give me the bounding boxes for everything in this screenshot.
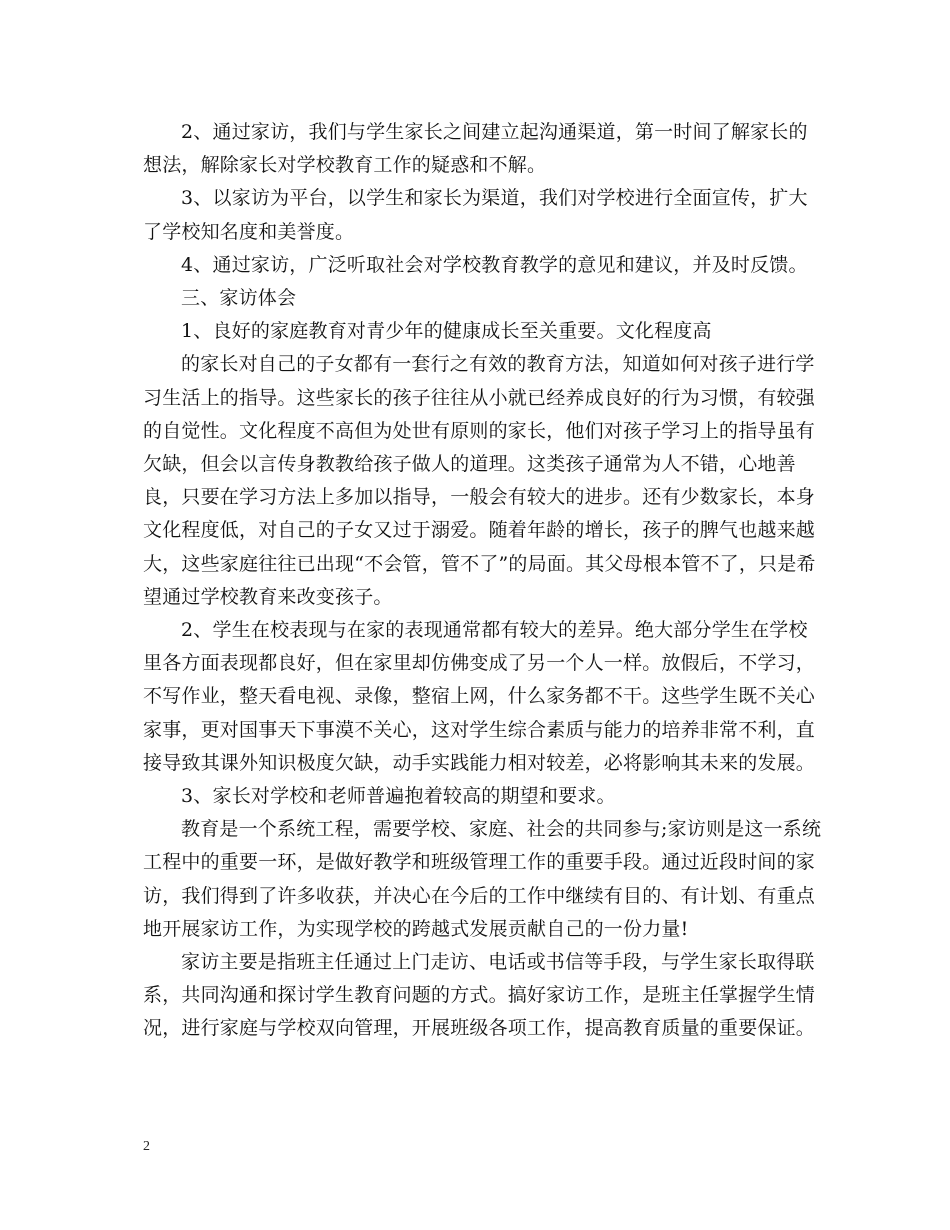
- paragraph-feedback: 4、通过家访，广泛听取社会对学校教育教学的意见和建议，并及时反馈。: [181, 253, 808, 276]
- paragraph-family-education-intro: 1、良好的家庭教育对青少年的健康成长至关重要。文化程度高: [181, 320, 712, 343]
- document-body: [143, 116, 823, 1046]
- paragraph-education-system-project: 教育是一个系统工程，需要学校、家庭、社会的共同参与;家访则是这一系统工程中的重要一环，是做好教学和班级管理工作的重要手段。通过近段时间的家访，我们得到了许多收获，并决心在今后的工作中继续有目的、有计划、有重点地开展家访工作，为实现学校的跨越式发展贡献自己的一份力量!: [143, 818, 822, 940]
- paragraph-student-behavior-difference: 2、学生在校表现与在家的表现通常都有较大的差异。绝大部分学生在学校里各方面表现都良好，但在家里却仿佛变成了另一个人一样。放假后，不学习，不写作业，整天看电视、录像，整宿上网，什么家务都不干。这些学生既不关心家事，更对国事天下事漠不关心，这对学生综合素质与能力的培养非常不利，直接导致其课外知识极度欠缺，动手实践能力相对较差，必将影响其未来的发展。: [143, 619, 816, 774]
- paragraph-parent-expectations: 3、家长对学校和老师普遍抱着较高的期望和要求。: [181, 785, 616, 808]
- paragraph-family-education-detail: 的家长对自己的子女都有一套行之有效的教育方法，知道如何对孩子进行学习生活上的指导。这些家长的孩子往往从小就已经养成良好的行为习惯，有较强的自觉性。文化程度不高但为处世有原则的家长，他们对孩子学习上的指导虽有欠缺，但会以言传身教教给孩子做人的道理。这类孩子通常为人不错，心地善良，只要在学习方法上多加以指导，一般会有较大的进步。还有少数家长，本身文化程度低，对自己的子女又过于溺爱。随着年龄的增长，孩子的脾气也越来越大，这些家庭往往已出现“不会管，管不了”的局面。其父母根本管不了，只是希望通过学校教育来改变孩子。: [143, 353, 816, 608]
- section-heading-home-visit-insights: 三、家访体会: [181, 287, 297, 310]
- page-number: 2: [143, 1139, 150, 1154]
- paragraph-home-visit-definition: 家访主要是指班主任通过上门走访、电话或书信等手段，与学生家长取得联系，共同沟通和探讨学生教育问题的方式。搞好家访工作，是班主任掌握学生情况，进行家庭与学校双向管理，开展班级各项工作，提高教育质量的重要保证。: [143, 951, 816, 1040]
- paragraph-home-visit-communication: 2、通过家访，我们与学生家长之间建立起沟通渠道，第一时间了解家长的想法，解除家长对学校教育工作的疑惑和不解。: [143, 121, 808, 177]
- paragraph-school-publicity: 3、以家访为平台，以学生和家长为渠道，我们对学校进行全面宣传，扩大了学校知名度和美誉度。: [143, 187, 808, 243]
